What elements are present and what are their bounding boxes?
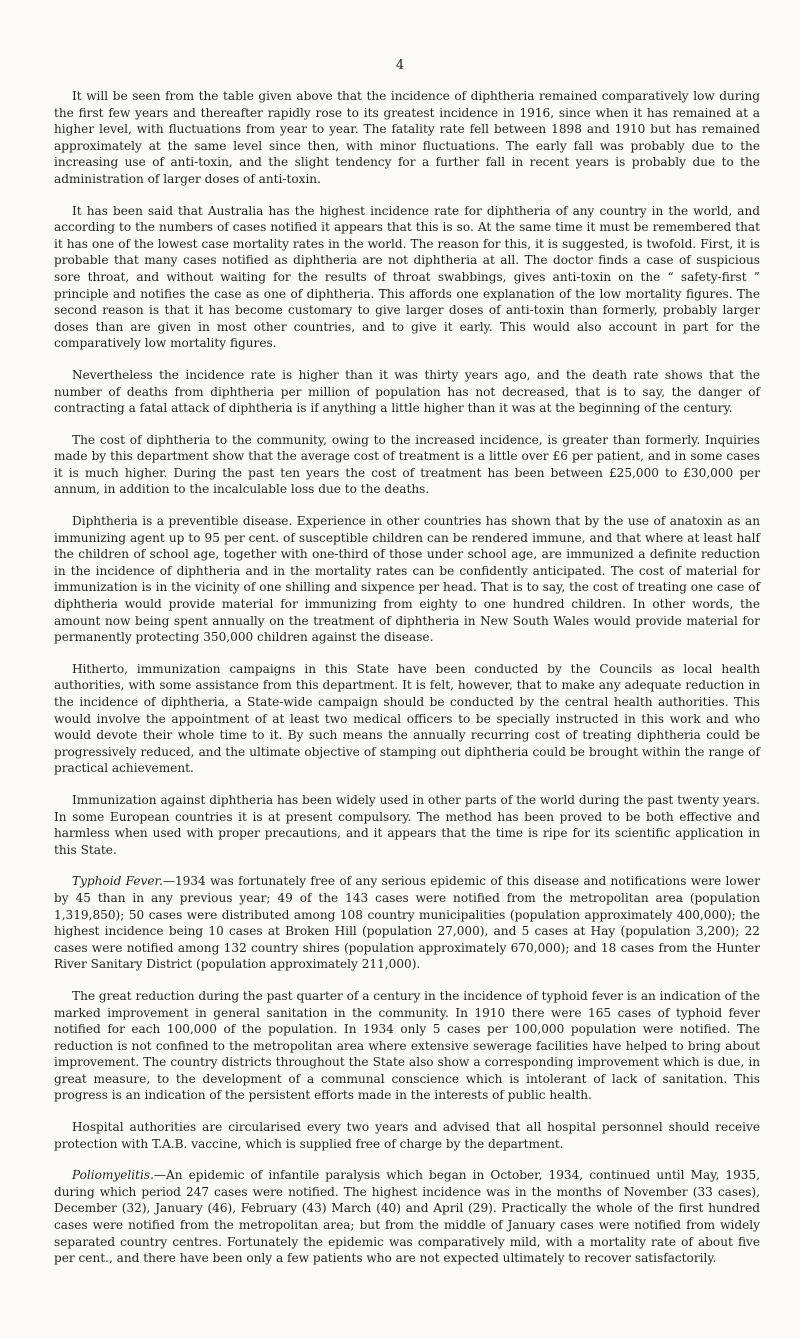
page-number: 4: [395, 58, 405, 73]
paragraph: [54, 988, 760, 1104]
paragraph-text: Nevertheless the incidence rate is higher than it was thirty years ago, and the death rate shows that the number of deaths from diphtheria per million of population has not decreased, that is to say, the danger of contracting a fatal attack of diphtheria is if anything a little higher than it was at the beginning of the century.: [54, 367, 760, 416]
paragraph: [54, 1119, 760, 1152]
paragraph: [54, 513, 760, 646]
paragraph-text: Hospital authorities are circularised every two years and advised that all hospital personnel should receive protection with T.A.B. vaccine, which is supplied free of charge by the department.: [54, 1120, 760, 1151]
paragraph-text: —An epidemic of infantile paralysis which began in October, 1934, continued until May, 1935, during which period 247 cases were notified. The highest incidence was in the months of November (33 cases), December (32), January (46), February (43) March (40) and April (29). Practically the whole of the first hundred cases were notified from the metropolitan area; but from the middle of January cases were notified from widely separated country centres. Fortunately the epidemic was comparatively mild, with a mortality rate of about five per cent., and there have been only a few patients who are not expected ultimately to recover satisfactorily.: [54, 1168, 760, 1266]
paragraph: [54, 367, 760, 417]
paragraph: [54, 203, 760, 352]
paragraph: [54, 88, 760, 188]
paragraph: [54, 661, 760, 777]
paragraph-text: It has been said that Australia has the highest incidence rate for diphtheria of any country in the world, and according to the numbers of cases notified it appears that this is so. At the same time it must be remembered that it has one of the lowest case mortality rates in the world. The reason for this, it is suggested, is twofold. First, it is probable that many cases notified as diphtheria are not diphtheria at all. The doctor finds a case of suspicious sore throat, and without waiting for the results of throat swabbings, gives anti-toxin on the “ safety-first ” principle and notifies the case as one of diphtheria. This affords one explanation of the low mortality figures. The second reason is that it has become customary to give larger doses of anti-toxin than formerly, probably larger doses than are given in most other countries, and to give it early. This would also account in part for the comparatively low mortality figures.: [54, 203, 760, 351]
paragraph-typhoid: [54, 873, 760, 973]
paragraph-poliomyelitis: [54, 1167, 760, 1267]
paragraph-text: Diphtheria is a preventible disease. Experience in other countries has shown that by the use of anatoxin as an immunizing agent up to 95 per cent. of susceptible children can be rendered immune, and that where at least half the children of school age, together with one-third of those under school age, are immunized a definite reduction in the incidence of diphtheria and in the mortality rates can be confidently anticipated. The cost of material for immunization is in the vicinity of one shilling and sixpence per head. That is to say, the cost of treating one case of diphtheria would provide material for immunizing from eighty to one hundred children. In other words, the amount now being spent annually on the treatment of diphtheria in New South Wales would provide material for permanently protecting 350,000 children against the disease.: [54, 514, 760, 645]
paragraph-text: —1934 was fortunately free of any serious epidemic of this disease and notifications were lower by 45 than in any previous year; 49 of the 143 cases were notified from the metropolitan area (population 1,319,850); 50 cases were distributed among 108 country municipalities (population approximately 400,000); the highest incidence being 10 cases at Broken Hill (population 27,000), and 5 cases at Hay (population 3,200); 22 cases were notified among 132 country shires (population approximately 670,000); and 18 cases from the Hunter River Sanitary District (population approximately 211,000).: [54, 874, 760, 972]
paragraph: [54, 792, 760, 858]
paragraph-text: Immunization against diphtheria has been widely used in other parts of the world during the past twenty years. In some European countries it is at present compulsory. The method has been proved to be both effective and harmless when used with proper precautions, and it appears that the time is ripe for its scientific application in this State.: [54, 792, 760, 857]
paragraph-text: It will be seen from the table given above that the incidence of diphtheria remained comparatively low during the first few years and thereafter rapidly rose to its greatest incidence in 1916, since when it has remained at a higher level, with fluctuations from year to year. The fatality rate fell between 1898 and 1910 but has remained approximately at the same level since then, with minor fluctuations. The early fall was probably due to the increasing use of anti-toxin, and the slight tendency for a further fall in recent years is probably due to the administration of larger doses of anti-toxin.: [54, 89, 760, 186]
paragraph-text: The cost of diphtheria to the community, owing to the increased incidence, is greater than formerly. Inquiries made by this department show that the average cost of treatment is a little over £6 per patient, and in some cases it is much higher. During the past ten years the cost of treatment has been between £25,000 to £30,000 per annum, in addition to the incalculable loss due to the deaths.: [54, 432, 760, 497]
paragraph: [54, 432, 760, 498]
section-lead-poliomyelitis: Poliomyelitis.: [72, 1168, 154, 1183]
paragraph-text: Hitherto, immunization campaigns in this State have been conducted by the Councils as local health authorities, with some assistance from this department. It is felt, however, that to make any adequate reduction in the incidence of diphtheria, a State-wide campaign should be conducted by the central health authorities. This would involve the appointment of at least two medical officers to be specially instructed in this work and who would devote their whole time to it. By such means the annually recurring cost of treating diphtheria could be progressively reduced, and the ultimate objective of stamping out diphtheria could be brought within the range of practical achievement.: [54, 661, 760, 776]
document-body: [54, 88, 760, 1282]
section-lead-typhoid: Typhoid Fever.: [72, 874, 163, 889]
paragraph-text: The great reduction during the past quarter of a century in the incidence of typhoid fever is an indication of the marked improvement in general sanitation in the community. In 1910 there were 165 cases of typhoid fever notified for each 100,000 of the population. In 1934 only 5 cases per 100,000 population were notified. The reduction is not confined to the metropolitan area where extensive sewerage facilities have helped to bring about improvement. The country districts throughout the State also show a corresponding improvement which is due, in great measure, to the development of a communal conscience which is intolerant of lack of sanitation. This progress is an indication of the persistent efforts made in the interests of public health.: [54, 988, 760, 1103]
